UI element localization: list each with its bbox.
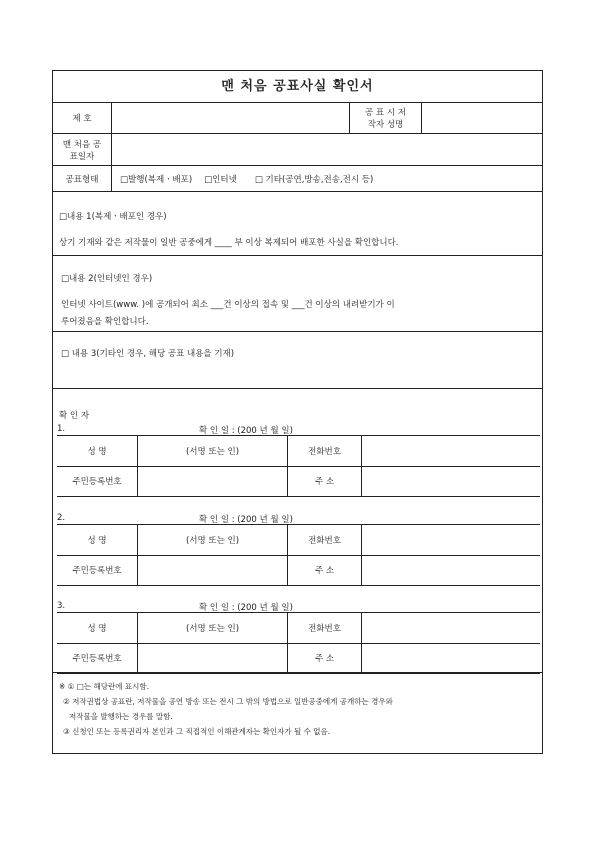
entry1-sign-hint: (서명 또는 인): [185, 447, 240, 457]
first-pub-date-row: [53, 134, 542, 166]
entry1-date: 확 인 일 : (200 년 월 일): [199, 426, 293, 436]
entry3-name-label: 성 명: [87, 624, 107, 634]
entry1-name-row: [57, 436, 540, 467]
entry3-addr-label: 주 소: [287, 643, 361, 673]
content2-text-line1: 인터넷 사이트(www. )에 공개되어 최소 ___건 이상의 접속 및 ___건 이상의 내려받기가 이: [61, 300, 395, 310]
entry2-phone-field[interactable]: [361, 525, 540, 555]
confirmation-form: [52, 70, 543, 754]
entry3-rrn-field[interactable]: [137, 643, 287, 673]
entry3-rrn-label: 주민등록번호: [72, 654, 122, 664]
entry2-sign-field[interactable]: [137, 525, 287, 555]
entry1-number: 1.: [57, 424, 66, 434]
content2-section: [53, 256, 542, 332]
entry1-phone-field[interactable]: [361, 436, 540, 466]
pub-type-other-checkbox[interactable]: □ 기타(공연,방송,전송,전시 등): [254, 174, 374, 185]
note-2: ② 저작권법상 공표란, 저작물을 공연 방송 또는 전시 그 밖의 방법으로 일반공중에게 공개하는 경우와: [63, 697, 393, 706]
entry3-phone-label: 전화번호: [287, 613, 361, 643]
pub-type-row: [53, 166, 542, 192]
note-2-cont: 저작물을 발행하는 경우를 말함.: [69, 712, 173, 721]
entry1-phone-label: 전화번호: [287, 436, 361, 466]
entry2-rrn-label: 주민등록번호: [72, 566, 122, 576]
first-pub-date-label-line2: 표일자: [69, 151, 95, 162]
content2-heading: □내용 2(인터넷인 경우): [61, 274, 153, 284]
entry1-addr-label: 주 소: [287, 466, 361, 496]
entry2-date: 확 인 일 : (200 년 월 일): [199, 515, 293, 525]
content1-heading: □내용 1(복제ㆍ배포인 경우): [59, 212, 167, 222]
first-pub-date-label: [53, 134, 111, 165]
form-title: 맨 처음 공표사실 확인서: [53, 71, 542, 103]
entry1-grid: [57, 435, 540, 496]
entry2-rrn-field[interactable]: [137, 555, 287, 585]
notes-divider: [53, 672, 542, 673]
content2-text-line2: 루어졌음을 확인합니다.: [61, 317, 149, 327]
entry1-rrn-row: [57, 466, 540, 497]
content1-text: 상기 기재와 같은 저작물이 일반 공중에게 ____ 부 이상 복제되어 배포한 사실을 확인합니다.: [59, 238, 399, 248]
title-label: 제 호: [72, 113, 92, 124]
entry1-addr-field[interactable]: [361, 466, 540, 496]
entry2-addr-label: 주 소: [287, 555, 361, 585]
pub-type-label: 공표형태: [65, 174, 99, 185]
content3-heading: □ 내용 3(기타인 경우, 해당 공표 내용을 기재): [61, 349, 235, 359]
entry3-rrn-row: [57, 643, 540, 674]
pub-type-print-checkbox[interactable]: □발행(복제ㆍ배포): [120, 174, 193, 185]
pub-type-internet-checkbox[interactable]: □인터넷: [204, 174, 237, 185]
entry2-grid: [57, 524, 540, 585]
entry1-sign-field[interactable]: [137, 436, 287, 466]
entry1-rrn-label: 주민등록번호: [72, 477, 122, 487]
entry1-rrn-field[interactable]: [137, 466, 287, 496]
title-author-row: [53, 102, 542, 134]
entry3-addr-field[interactable]: [361, 643, 540, 673]
author-label-line1: 공 표 시 저: [365, 107, 406, 118]
note-1: ※ ① □는 해당란에 표시함.: [59, 682, 149, 691]
entry3-number: 3.: [57, 601, 66, 611]
entry3-sign-hint: (서명 또는 인): [185, 624, 240, 634]
entry2-number: 2.: [57, 513, 66, 523]
entry1-name-label: 성 명: [87, 447, 107, 457]
pub-type-options: [111, 166, 542, 191]
content1-section: [53, 192, 542, 256]
entry3-grid: [57, 612, 540, 673]
first-pub-date-field[interactable]: [111, 134, 542, 165]
first-pub-date-label-line1: 맨 처음 공: [62, 139, 102, 150]
entry2-name-row: [57, 525, 540, 556]
entry3-sign-field[interactable]: [137, 613, 287, 643]
entry2-sign-hint: (서명 또는 인): [185, 536, 240, 546]
author-label: [349, 102, 421, 133]
author-field[interactable]: [421, 102, 542, 133]
entry3-phone-field[interactable]: [361, 613, 540, 643]
entry2-addr-field[interactable]: [361, 555, 540, 585]
entry2-name-label: 성 명: [87, 536, 107, 546]
entry2-rrn-row: [57, 555, 540, 586]
note-3: ③ 신청인 또는 등록권리자 본인과 그 직접적인 이해관계자는 확인자가 될 수 없음.: [63, 727, 331, 736]
author-label-line2: 작자 성명: [367, 119, 404, 130]
content3-section: [53, 332, 542, 389]
entry3-date: 확 인 일 : (200 년 월 일): [199, 603, 293, 613]
entry3-name-row: [57, 613, 540, 644]
entry2-phone-label: 전화번호: [287, 525, 361, 555]
title-field[interactable]: [111, 102, 349, 133]
confirmers-heading: 확 인 자: [59, 411, 90, 421]
